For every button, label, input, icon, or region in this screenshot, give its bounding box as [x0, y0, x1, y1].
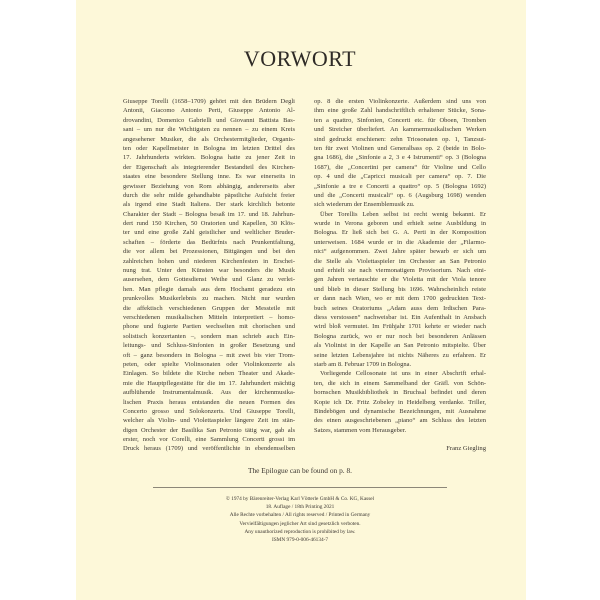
text-line: Druck heraus (1709) und veröffentlichte in ebendemselben	[123, 445, 295, 453]
epilogue-note: The Epilogue can be found on p. 8.	[247, 466, 353, 475]
copyright-line: © 1974 by Bärenreiter-Verlag Karl Vötterle GmbH & Co. KG, Kassel	[225, 496, 375, 502]
text-line: digen Orchester der Basilika San Petronio tätig war, gab als	[123, 426, 295, 434]
text-line: diess verstossen“ nachweisbar ist. Ein Aufenthalt in Ansbach	[314, 313, 486, 321]
text-line: schaften – förderte das Bedürfnis nach Prunkentfaltung,	[123, 238, 295, 246]
text-line: staates eine besondere Stellung inne. Es war einerseits in	[123, 173, 295, 181]
text-line: solistisch konzertanten –, sondern man schrieb auch Ein-	[123, 332, 295, 340]
text-line: und die „Concerti musicali“ op. 6 (Augsburg 1698) wenden	[314, 191, 486, 199]
author-signature: Franz Giegling	[446, 445, 486, 453]
copyright-block	[0, 495, 600, 544]
text-line: ten oder Kapellmeister in Bologna im letzten Drittel des	[123, 144, 295, 152]
text-line: gna 1686), die „Sinfonie a 2, 3 e 4 Istrumenti“ op. 3 (Bologna	[314, 154, 486, 162]
text-line: wird bloß vermutet. Im Frühjahr 1701 kehrte er wieder nach	[314, 323, 486, 331]
text-line: Kopie ich Dr. Fritz Zobeley in Heidelberg verdanke. Triller,	[314, 398, 486, 406]
text-line: gen Jahren vertauschte er die Violetta mit der Viola tenore	[314, 276, 486, 284]
text-line: aufblühende Instrumentalmusik. Aus der kirchenmusika-	[123, 389, 295, 397]
text-line: Charakter der Stadt – Bologna besaß im 17. und 18. Jahrhun-	[123, 210, 295, 218]
text-line: wurde in Verona geboren und erhielt seine Ausbildung in	[314, 220, 486, 228]
text-line: angesehener Musiker, die als Orchestermitglieder, Organis-	[123, 135, 295, 143]
text-line: Bindebögen und dynamische Bezeichnungen, mit Ausnahme	[314, 407, 486, 415]
text-line: Bologna zurück, wo er nur noch bei besonderen Anlässen	[314, 332, 486, 340]
text-line: der Eigenschaft als integrierender Bestandteil des Kirchen-	[123, 163, 295, 171]
text-line: ten für zwei Violinen und Generalbass op. 2 (beide in Bolo-	[314, 144, 486, 152]
text-line: welcher als Violin- und Violettaspieler längere Zeit im stän-	[123, 417, 295, 425]
text-line: als Violinist in der Kapelle an San Petronio mitspielte. Über	[314, 342, 486, 350]
text-line: sich wiederum der Ensemblemusik zu.	[314, 201, 415, 209]
text-line: Vorliegende Cellosonate ist uns in einer Abschrift erhal-	[320, 370, 486, 378]
text-line: als irgend eine Stadt Italiens. Der stark kirchlich betonte	[123, 201, 295, 209]
text-line: die Stelle als Violettaspieler im Orchester an San Petronio	[314, 257, 486, 265]
text-line: des einen ausgeschriebenen „piano“ am Schluss des letzten	[314, 417, 486, 425]
text-line: erster, noch vor Corelli, eine Sammlung Concerti grossi im	[123, 436, 295, 444]
text-line: und erhielt sie nach viermonatigem Provisorium. Nach eini-	[314, 267, 486, 275]
text-line: bornschen Musikbibliothek in Bruchsal befindet und deren	[314, 389, 486, 397]
copyright-line: ISMN 979-0-006-46134-7	[271, 537, 329, 544]
text-line: und blieb in dieser Stellung bis 1696. Wahrscheinlich reiste	[314, 285, 486, 293]
text-line: verschiedenen musikalischen Mitteln interpretiert – homo-	[123, 313, 295, 321]
text-line: 1687), die „Concertini per camera“ für Violine und Cello	[314, 163, 486, 171]
text-line: Giuseppe Torelli (1658–1709) gehört mit den Brüdern Degli	[123, 98, 295, 105]
page-title: VORWORT	[243, 46, 357, 71]
text-line: dert rund 150 Kirchen, 50 Oratorien und Kapellen, 30 Klös-	[123, 220, 295, 228]
text-line: lischen Praxis heraus entstanden die neuen Formen des	[123, 398, 295, 406]
text-line: durch die sehr milde gehandhabte päpstliche Aufsicht freier	[123, 191, 295, 199]
text-line: nung trat. Unter den Künsten war besonders die Musik	[123, 267, 295, 275]
copyright-line: 18. Auflage / 18th Printing 2021	[265, 504, 335, 511]
text-line: gewisser Beziehung von Rom abhängig, andererseits aber	[123, 182, 295, 190]
text-line: Bologna. Er ließ sich bei G. A. Perti in der Komposition	[314, 229, 486, 237]
text-line: hen. Man pflegte damals aus dem Hochamt geradezu ein	[123, 285, 295, 293]
text-line: op. 4 und die „Capricci musicali per camera“ op. 7. Die	[314, 173, 486, 181]
text-line: und Streicher überliefert. An kammermusikalischen Werken	[314, 126, 486, 134]
text-line: Concerto grosso und Solokonzerts. Und Giuseppe Torelli,	[123, 407, 295, 415]
text-line: starb am 8. Februar 1709 in Bologna.	[314, 360, 412, 368]
text-line: buch seines Oratoriums „Adam auss dem Irdischen Para-	[314, 304, 486, 312]
text-line: zahlreichen hohen und niederen Kirchenfesten in Erschei-	[123, 257, 295, 265]
text-line: ten a quattro, Sinfonien, Concerti etc. für Oboen, Tromben	[314, 116, 486, 124]
text-line: Einlagen. So bildete die Kirche neben Theater und Akade-	[123, 370, 295, 378]
text-line: ausersehen, dem Gottesdienst Weihe und Glanz zu verlei-	[123, 276, 295, 284]
text-line: mie die Hauptpflegestätte für die im 17. Jahrhundert mächtig	[123, 379, 295, 387]
text-line: 17. Jahrhunderts wirkten. Bologna hatte zu jener Zeit in	[123, 154, 295, 162]
copyright-line: Vervielfältigungen jeglicher Art sind gesetzlich verboten.	[239, 520, 361, 527]
text-column-left	[123, 97, 295, 454]
text-line: Antonii, Giacomo Antonio Perti, Giuseppe Antonio Al-	[123, 107, 295, 115]
text-line: unterweisen. 1684 wurde er in die Akademie der „Filarmo-	[314, 238, 486, 246]
text-line: ten, die sich in einem Sammelband der Gräfl. von Schön-	[314, 379, 486, 387]
text-line: phone und fugierte Partien wechselten mit chorischen und	[123, 323, 295, 331]
text-column-right	[314, 97, 486, 452]
text-line: ihm eine große Zahl handschriftlich erhaltener Stücke, Sona-	[314, 107, 486, 115]
text-line: seine letzten Lebensjahre ist nichts Näheres zu erfahren. Er	[314, 351, 486, 359]
text-line: nici“ aufgenommen. Zwei Jahre später bewarb er sich um	[314, 248, 486, 256]
text-line: prunkvolles Musikerlebnis zu machen. Nicht nur wurden	[123, 295, 295, 303]
text-line: ter und eine große Zahl geistlicher und weltlicher Bruder-	[123, 229, 295, 237]
text-line: er dann nach Wien, wo er mit dem 1700 gedruckten Text-	[314, 295, 486, 303]
copyright-line: Alle Rechte vorbehalten / All rights reserved / Printed in Germany	[229, 512, 371, 519]
text-line: leitungs- und Schluss-Sinfonien in großer Besetzung und	[123, 342, 295, 350]
divider-rule	[153, 487, 447, 488]
text-line: drovandini, Domenico Gabrielli und Giovanni Battista Bas-	[123, 116, 295, 124]
text-line: die affektisch verschiedenen Gruppen der Messteile mit	[123, 304, 295, 312]
text-line: die vor allem bei Prozessionen, Bittgängen und bei den	[123, 248, 295, 256]
text-line: „Sinfonie a tre e Concerti a quattro“ op. 5 (Bologna 1692)	[314, 182, 486, 190]
text-line: sani – um nur die Wichtigsten zu nennen – zu einem Kreis	[123, 126, 295, 134]
copyright-line: Any unauthorized reproduction is prohibited by law.	[244, 528, 356, 535]
text-line: peten, oder spielte Violinsonaten oder Violinkonzerte als	[123, 360, 295, 368]
text-line: Satzes, stammen vom Herausgeber.	[314, 426, 407, 434]
text-line: sind gedruckt erschienen: zehn Triosonaten op. 1, Tanzsui-	[314, 135, 486, 143]
text-line: op. 8 die ersten Violinkonzerte. Außerdem sind uns von	[314, 98, 486, 105]
text-line: Über Torellis Leben selbst ist recht wenig bekannt. Er	[320, 210, 486, 218]
text-line: oft – ganz besonders in Bologna – mit zwei bis vier Trom-	[123, 351, 295, 359]
